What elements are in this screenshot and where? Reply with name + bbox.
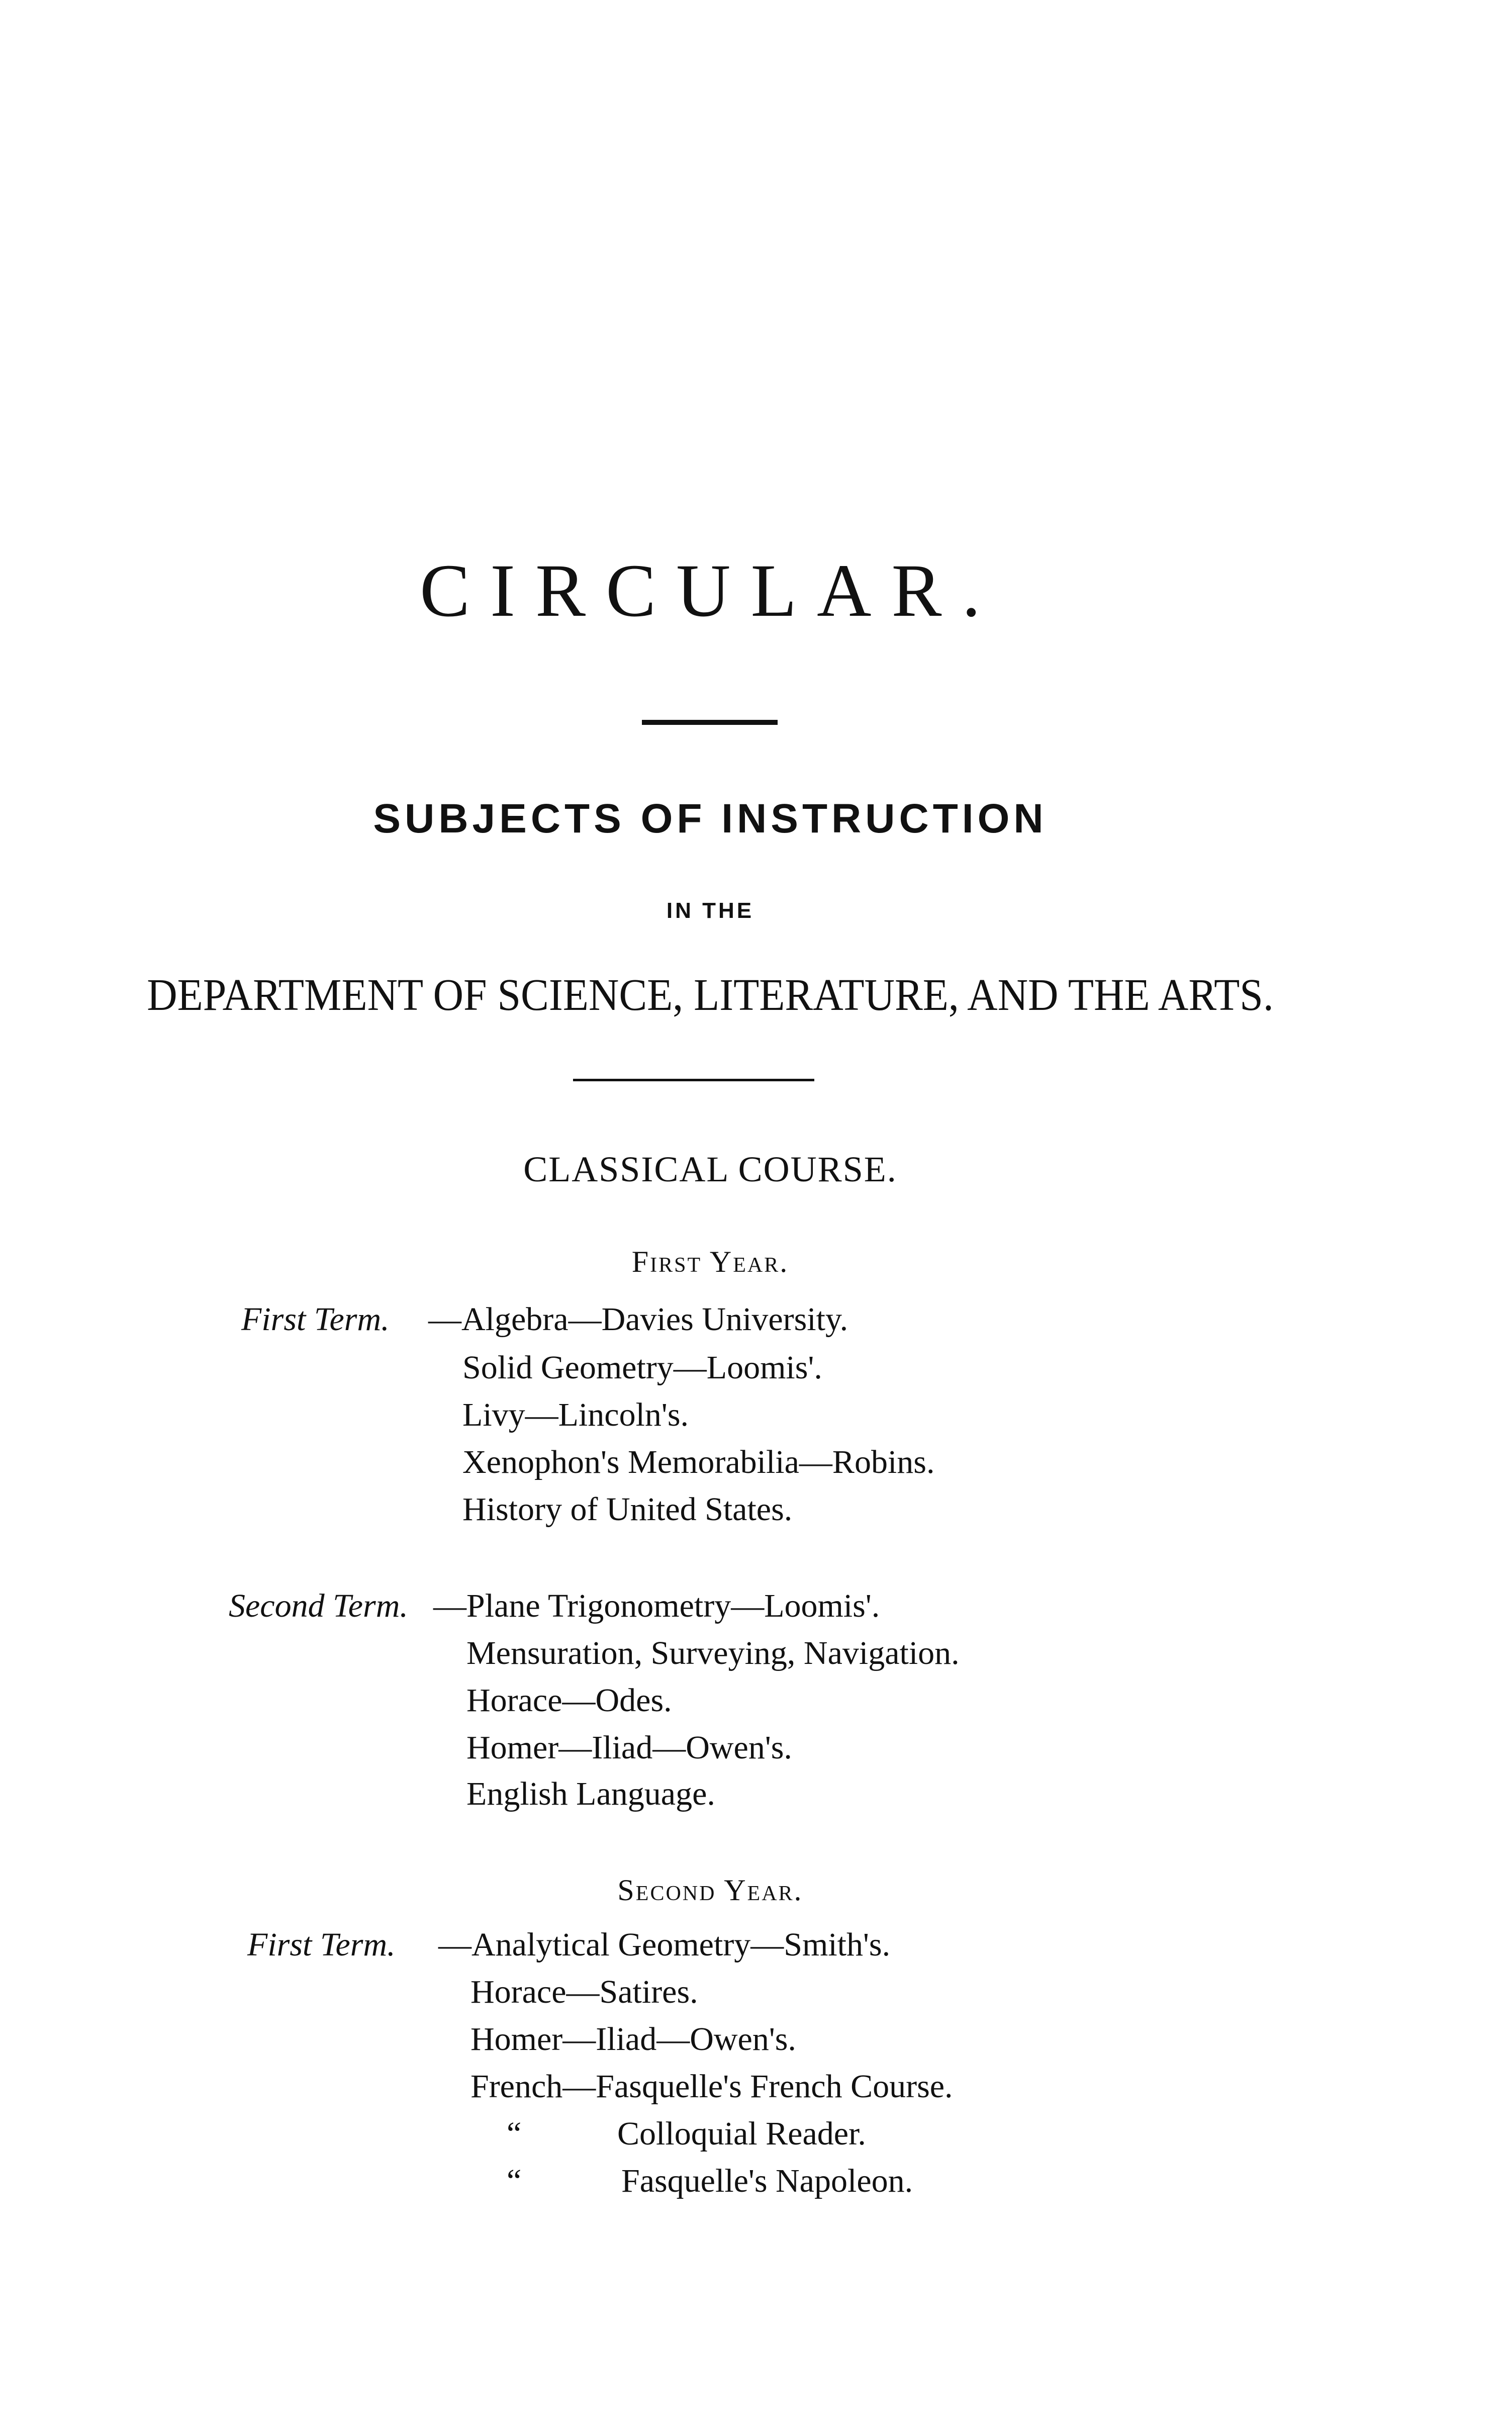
first-year-heading: First Year. <box>631 1245 789 1278</box>
course-item: Solid Geometry—Loomis'. <box>462 1349 822 1386</box>
course-item: Fasquelle's Napoleon. <box>621 2163 913 2199</box>
first-year-second-term-label: Second Term. <box>229 1587 408 1624</box>
course-item: Horace—Odes. <box>466 1682 672 1719</box>
ditto-mark: “ <box>507 2163 522 2199</box>
course-item: French—Fasquelle's French Course. <box>470 2068 953 2105</box>
connector-text: IN THE <box>666 898 754 923</box>
subjects-heading: SUBJECTS OF INSTRUCTION <box>373 796 1048 842</box>
course-item: Homer—Iliad—Owen's. <box>470 2021 796 2058</box>
course-item: English Language. <box>466 1776 715 1812</box>
course-item: Livy—Lincoln's. <box>462 1396 689 1433</box>
course-item: Homer—Iliad—Owen's. <box>466 1729 792 1766</box>
first-year-first-term-label: First Term. <box>241 1301 390 1338</box>
second-year-heading: Second Year. <box>617 1874 803 1907</box>
ditto-mark: “ <box>507 2115 522 2152</box>
course-heading: CLASSICAL COURSE. <box>523 1149 897 1189</box>
course-item: History of United States. <box>462 1491 793 1528</box>
course-item: —Analytical Geometry—Smith's. <box>438 1926 891 1963</box>
course-item: Mensuration, Surveying, Navigation. <box>466 1635 960 1671</box>
department-divider <box>573 1079 814 1081</box>
course-item: Colloquial Reader. <box>617 2115 866 2152</box>
department-heading: DEPARTMENT OF SCIENCE, LITERATURE, AND THE ARTS. <box>147 970 1274 1020</box>
course-item: Xenophon's Memorabilia—Robins. <box>462 1444 935 1480</box>
course-item: —Algebra—Davies University. <box>428 1301 848 1338</box>
title-divider <box>642 720 778 725</box>
page-title: CIRCULAR. <box>420 549 1001 632</box>
course-item: Horace—Satires. <box>470 1974 698 2010</box>
course-item: —Plane Trigonometry—Loomis'. <box>433 1587 880 1624</box>
second-year-first-term-label: First Term. <box>247 1926 396 1963</box>
